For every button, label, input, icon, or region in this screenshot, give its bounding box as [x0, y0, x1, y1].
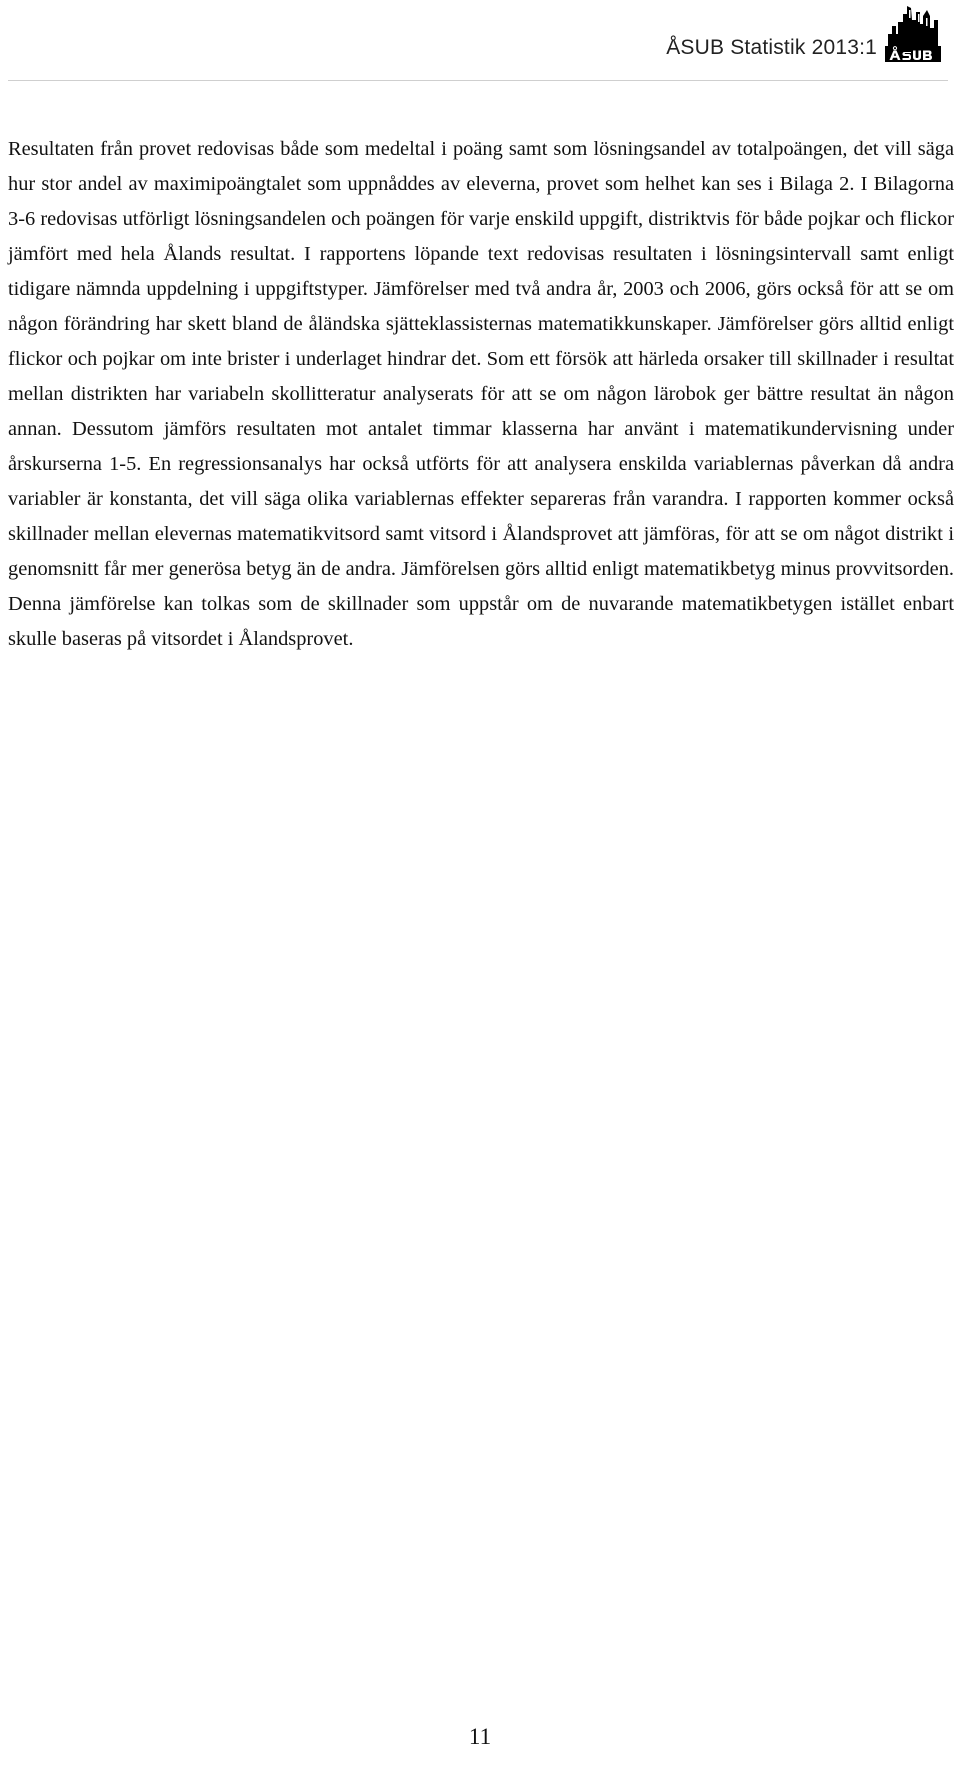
report-title: ÅSUB Statistik 2013:1 — [666, 36, 877, 59]
asub-logo — [885, 4, 941, 62]
header-divider — [8, 80, 948, 81]
page-number: 11 — [468, 1724, 492, 1749]
body-paragraph: Resultaten från provet redovisas både som medeltal i poäng samt som lösningsandel av totalpoängen, det vill säga hur stor andel av maximipoängtalet som uppnåddes av eleverna, provet som helhet kan ses i Bilaga 2. I Bilagorna 3-6 redovisas utförligt lösningsandelen och poängen för varje enskild uppgift, distriktvis för både pojkar och flickor jämfört med hela Ålands resultat. I rapportens löpande text redovisas resultaten i lösningsintervall samt enligt tidigare nämnda uppdelning i uppgiftstyper. Jämförelser med två andra år, 2003 och 2006, görs också för att se om någon förändring har skett bland de åländska sjätteklassisternas matematikkunskaper. Jämförelser görs alltid enligt flickor och pojkar om inte brister i underlaget hindrar det. Som ett försök att härleda orsaker till skillnader i resultat mellan distrikten har variabeln skollitteratur analyserats för att se om någon lärobok ger bättre resultat än någon annan. Dessutom jämförs resultaten mot antalet timmar klasserna har använt i matematikundervisning under årskurserna 1-5. En regressionsanalys har också utförts för att analysera enskilda variablernas påverkan då andra variabler är konstanta, det vill säga olika variablernas effekter separeras från varandra. I rapporten kommer också skillnader mellan elevernas matematikvitsord samt vitsord i Ålandsprovet att jämföras, för att se om något distrikt i genomsnitt får mer generösa betyg än de andra. Jämförelsen görs alltid enligt matematikbetyg minus provvitsorden. Denna jämförelse kan tolkas som de skillnader som uppstår om de nuvarande matematikbetygen istället enbart skulle baseras på vitsordet i Ålandsprovet. — [8, 138, 954, 650]
page-header — [0, 0, 960, 90]
